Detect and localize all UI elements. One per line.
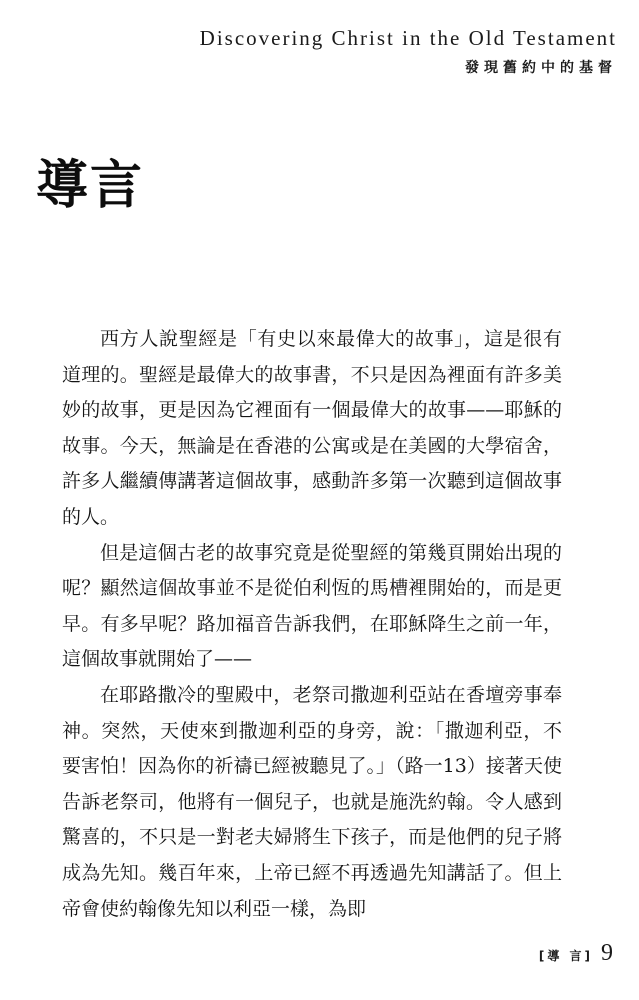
paragraph: 在耶路撒冷的聖殿中，老祭司撒迦利亞站在香壇旁事奉神。突然，天使來到撒迦利亞的身旁，說：「撒迦利亞，不要害怕！因為你的祈禱已經被聽見了。」（路一13）接著天使告訴老祭司，他將有一個兒子，也就是施洗約翰。令人感到驚喜的，不只是一對老夫婦將生下孩子，而是他們的兒子將成為先知。幾百年來，上帝已經不再透過先知講話了。但上帝會使約翰像先知以利亞一樣，為即	[62, 683, 562, 920]
page-footer	[539, 940, 613, 967]
running-head-chinese: 發現舊約中的基督	[465, 60, 617, 76]
body-text	[62, 322, 562, 927]
chapter-title: 導言	[36, 155, 145, 216]
paragraph: 西方人說聖經是「有史以來最偉大的故事」，這是很有道理的。聖經是最偉大的故事書，不只是因為裡面有許多美妙的故事，更是因為它裡面有一個最偉大的故事——耶穌的故事。今天，無論是在香港的公寓或是在美國的大學宿舍，許多人繼續傳講著這個故事，感動許多第一次聽到這個故事的人。	[62, 328, 562, 528]
page-number: 9	[601, 940, 613, 966]
running-head-english: Discovering Christ in the Old Testament	[199, 26, 617, 50]
folio-section-label: [導 言]	[538, 949, 593, 963]
paragraph: 但是這個古老的故事究竟是從聖經的第幾頁開始出現的呢？顯然這個故事並不是從伯利恆的馬槽裡開始的，而是更早。有多早呢？路加福音告訴我們，在耶穌降生之前一年，這個故事就開始了——	[62, 541, 562, 671]
